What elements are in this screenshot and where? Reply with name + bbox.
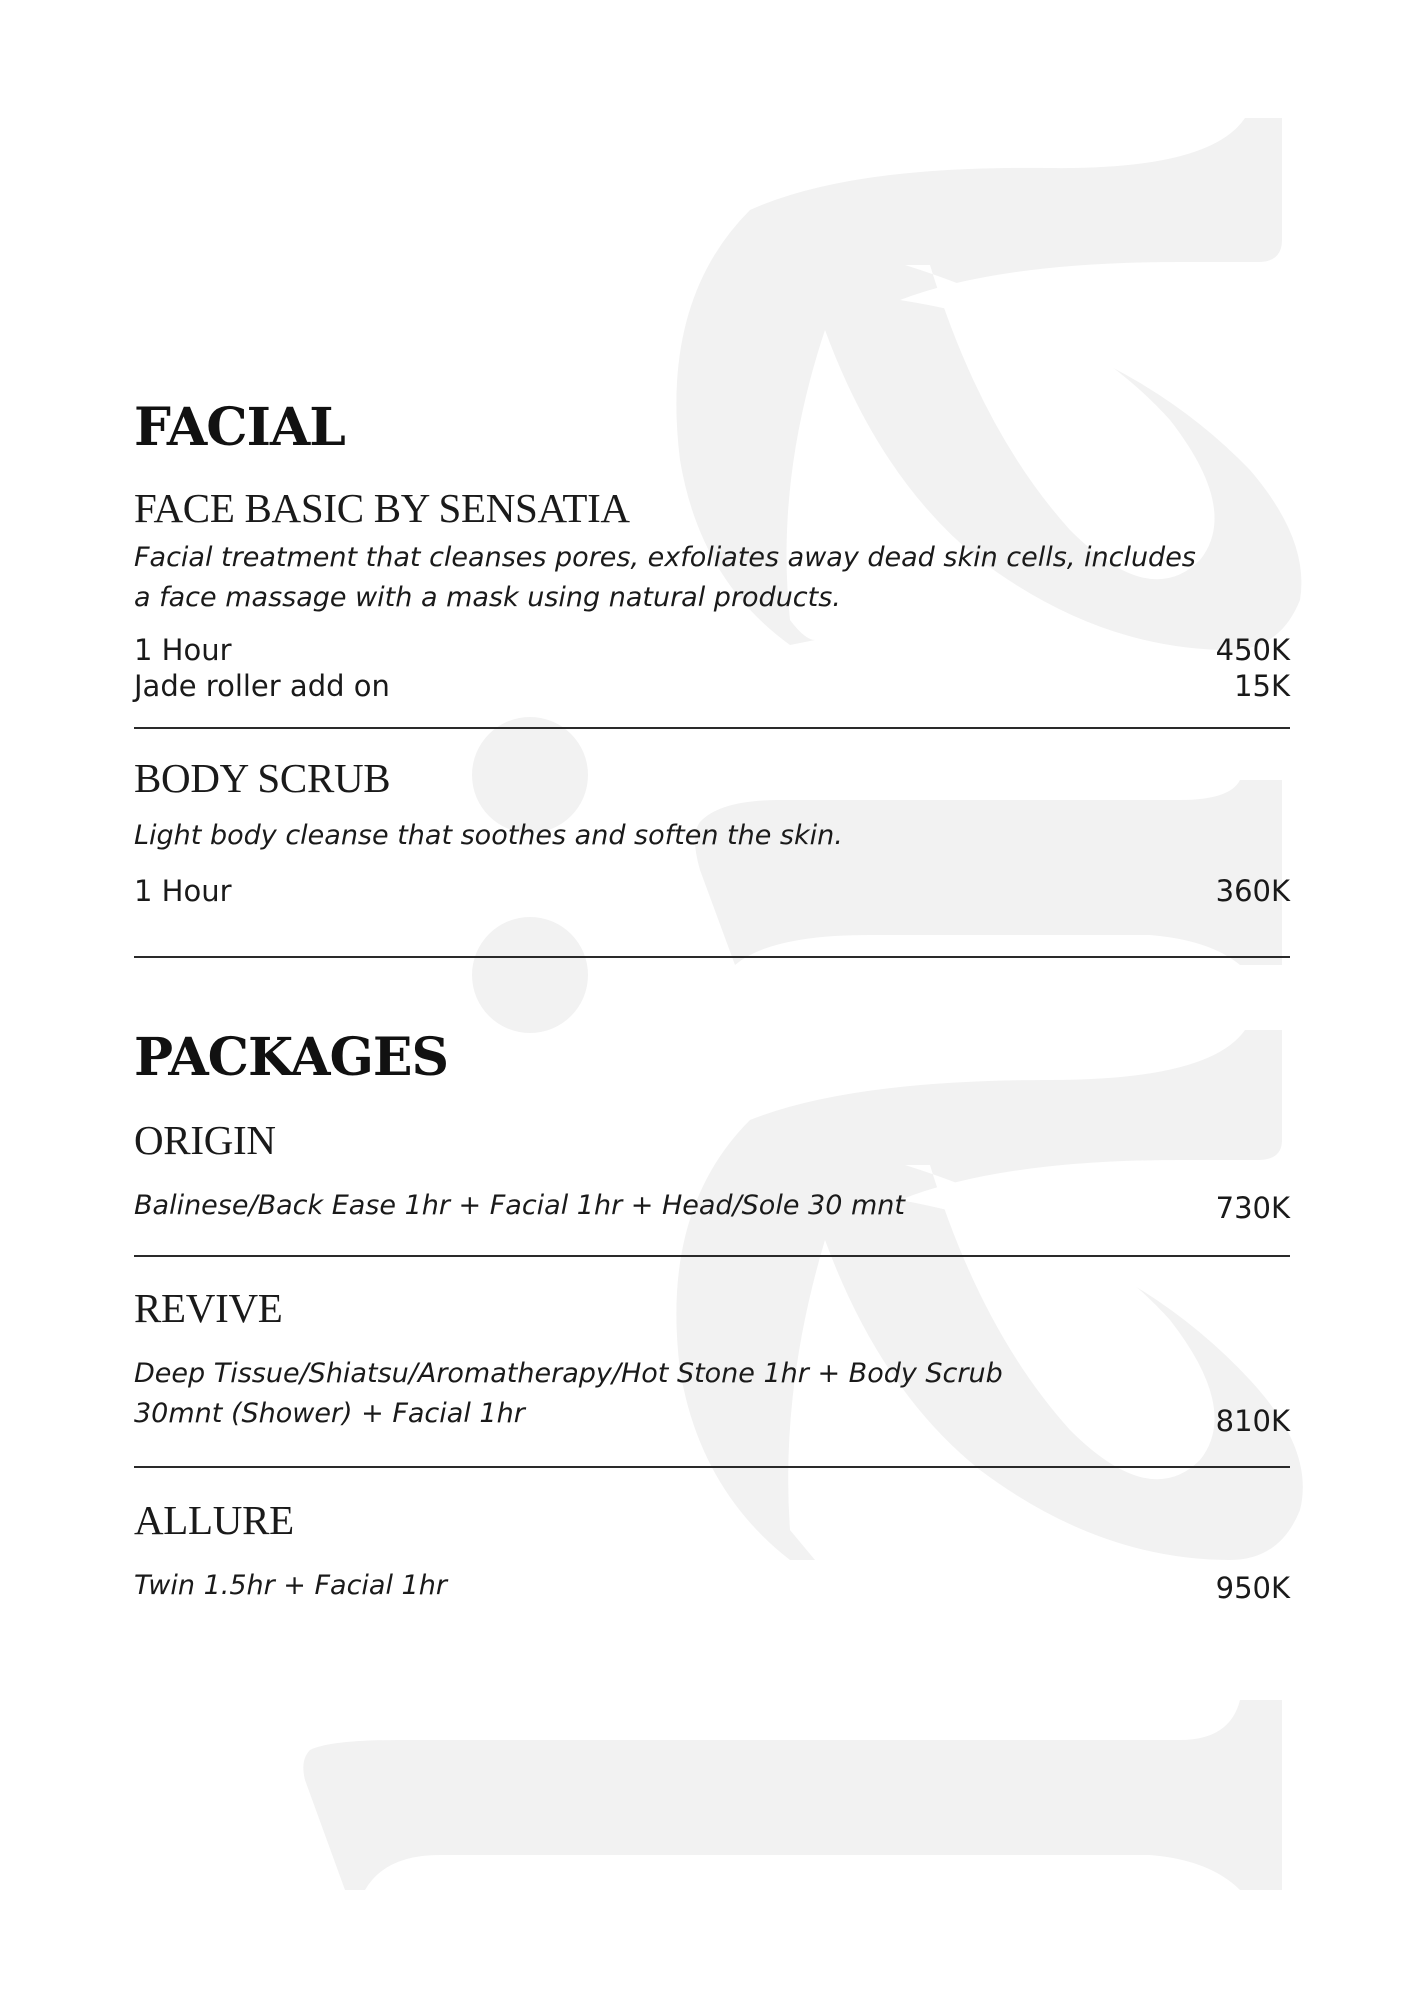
description-line: Facial treatment that cleanses pores, exfoliates away dead skin cells, includes — [134, 542, 1196, 573]
description-line: Balinese/Back Ease 1hr + Facial 1hr + Head/Sole 30 mnt — [134, 1190, 905, 1221]
package-price: 730K — [1215, 1191, 1290, 1225]
package-price: 810K — [1215, 1404, 1290, 1438]
item-name-revive: REVIVE — [134, 1285, 283, 1331]
item-name-face-basic: FACE BASIC BY SENSATIA — [134, 485, 630, 531]
option-price: 360K — [1215, 874, 1290, 908]
option-label: Jade roller add on — [134, 669, 390, 703]
item-name-body-scrub: BODY SCRUB — [134, 755, 391, 801]
item-description-face-basic — [134, 538, 1196, 618]
option-price: 15K — [1234, 669, 1290, 703]
section-title-packages: PACKAGES — [134, 1027, 449, 1088]
divider — [134, 1255, 1290, 1257]
item-description-origin — [134, 1186, 905, 1226]
divider — [134, 727, 1290, 729]
package-price: 950K — [1215, 1571, 1290, 1605]
divider — [134, 956, 1290, 958]
description-line: Light body cleanse that soothes and soften the skin. — [134, 820, 843, 851]
description-line: Twin 1.5hr + Facial 1hr — [134, 1570, 447, 1601]
description-line: 30mnt (Shower) + Facial 1hr — [134, 1398, 525, 1429]
description-line: a face massage with a mask using natural products. — [134, 582, 841, 613]
option-label: 1 Hour — [134, 633, 232, 667]
description-line: Deep Tissue/Shiatsu/Aromatherapy/Hot Stone 1hr + Body Scrub — [134, 1358, 1003, 1389]
option-price: 450K — [1215, 633, 1290, 667]
item-description-body-scrub — [134, 816, 843, 856]
item-description-revive — [134, 1354, 1003, 1434]
item-name-allure: ALLURE — [134, 1497, 294, 1543]
section-title-facial: FACIAL — [134, 397, 345, 458]
divider — [134, 1466, 1290, 1468]
item-name-origin: ORIGIN — [134, 1117, 276, 1163]
option-label: 1 Hour — [134, 874, 232, 908]
item-description-allure — [134, 1566, 447, 1606]
